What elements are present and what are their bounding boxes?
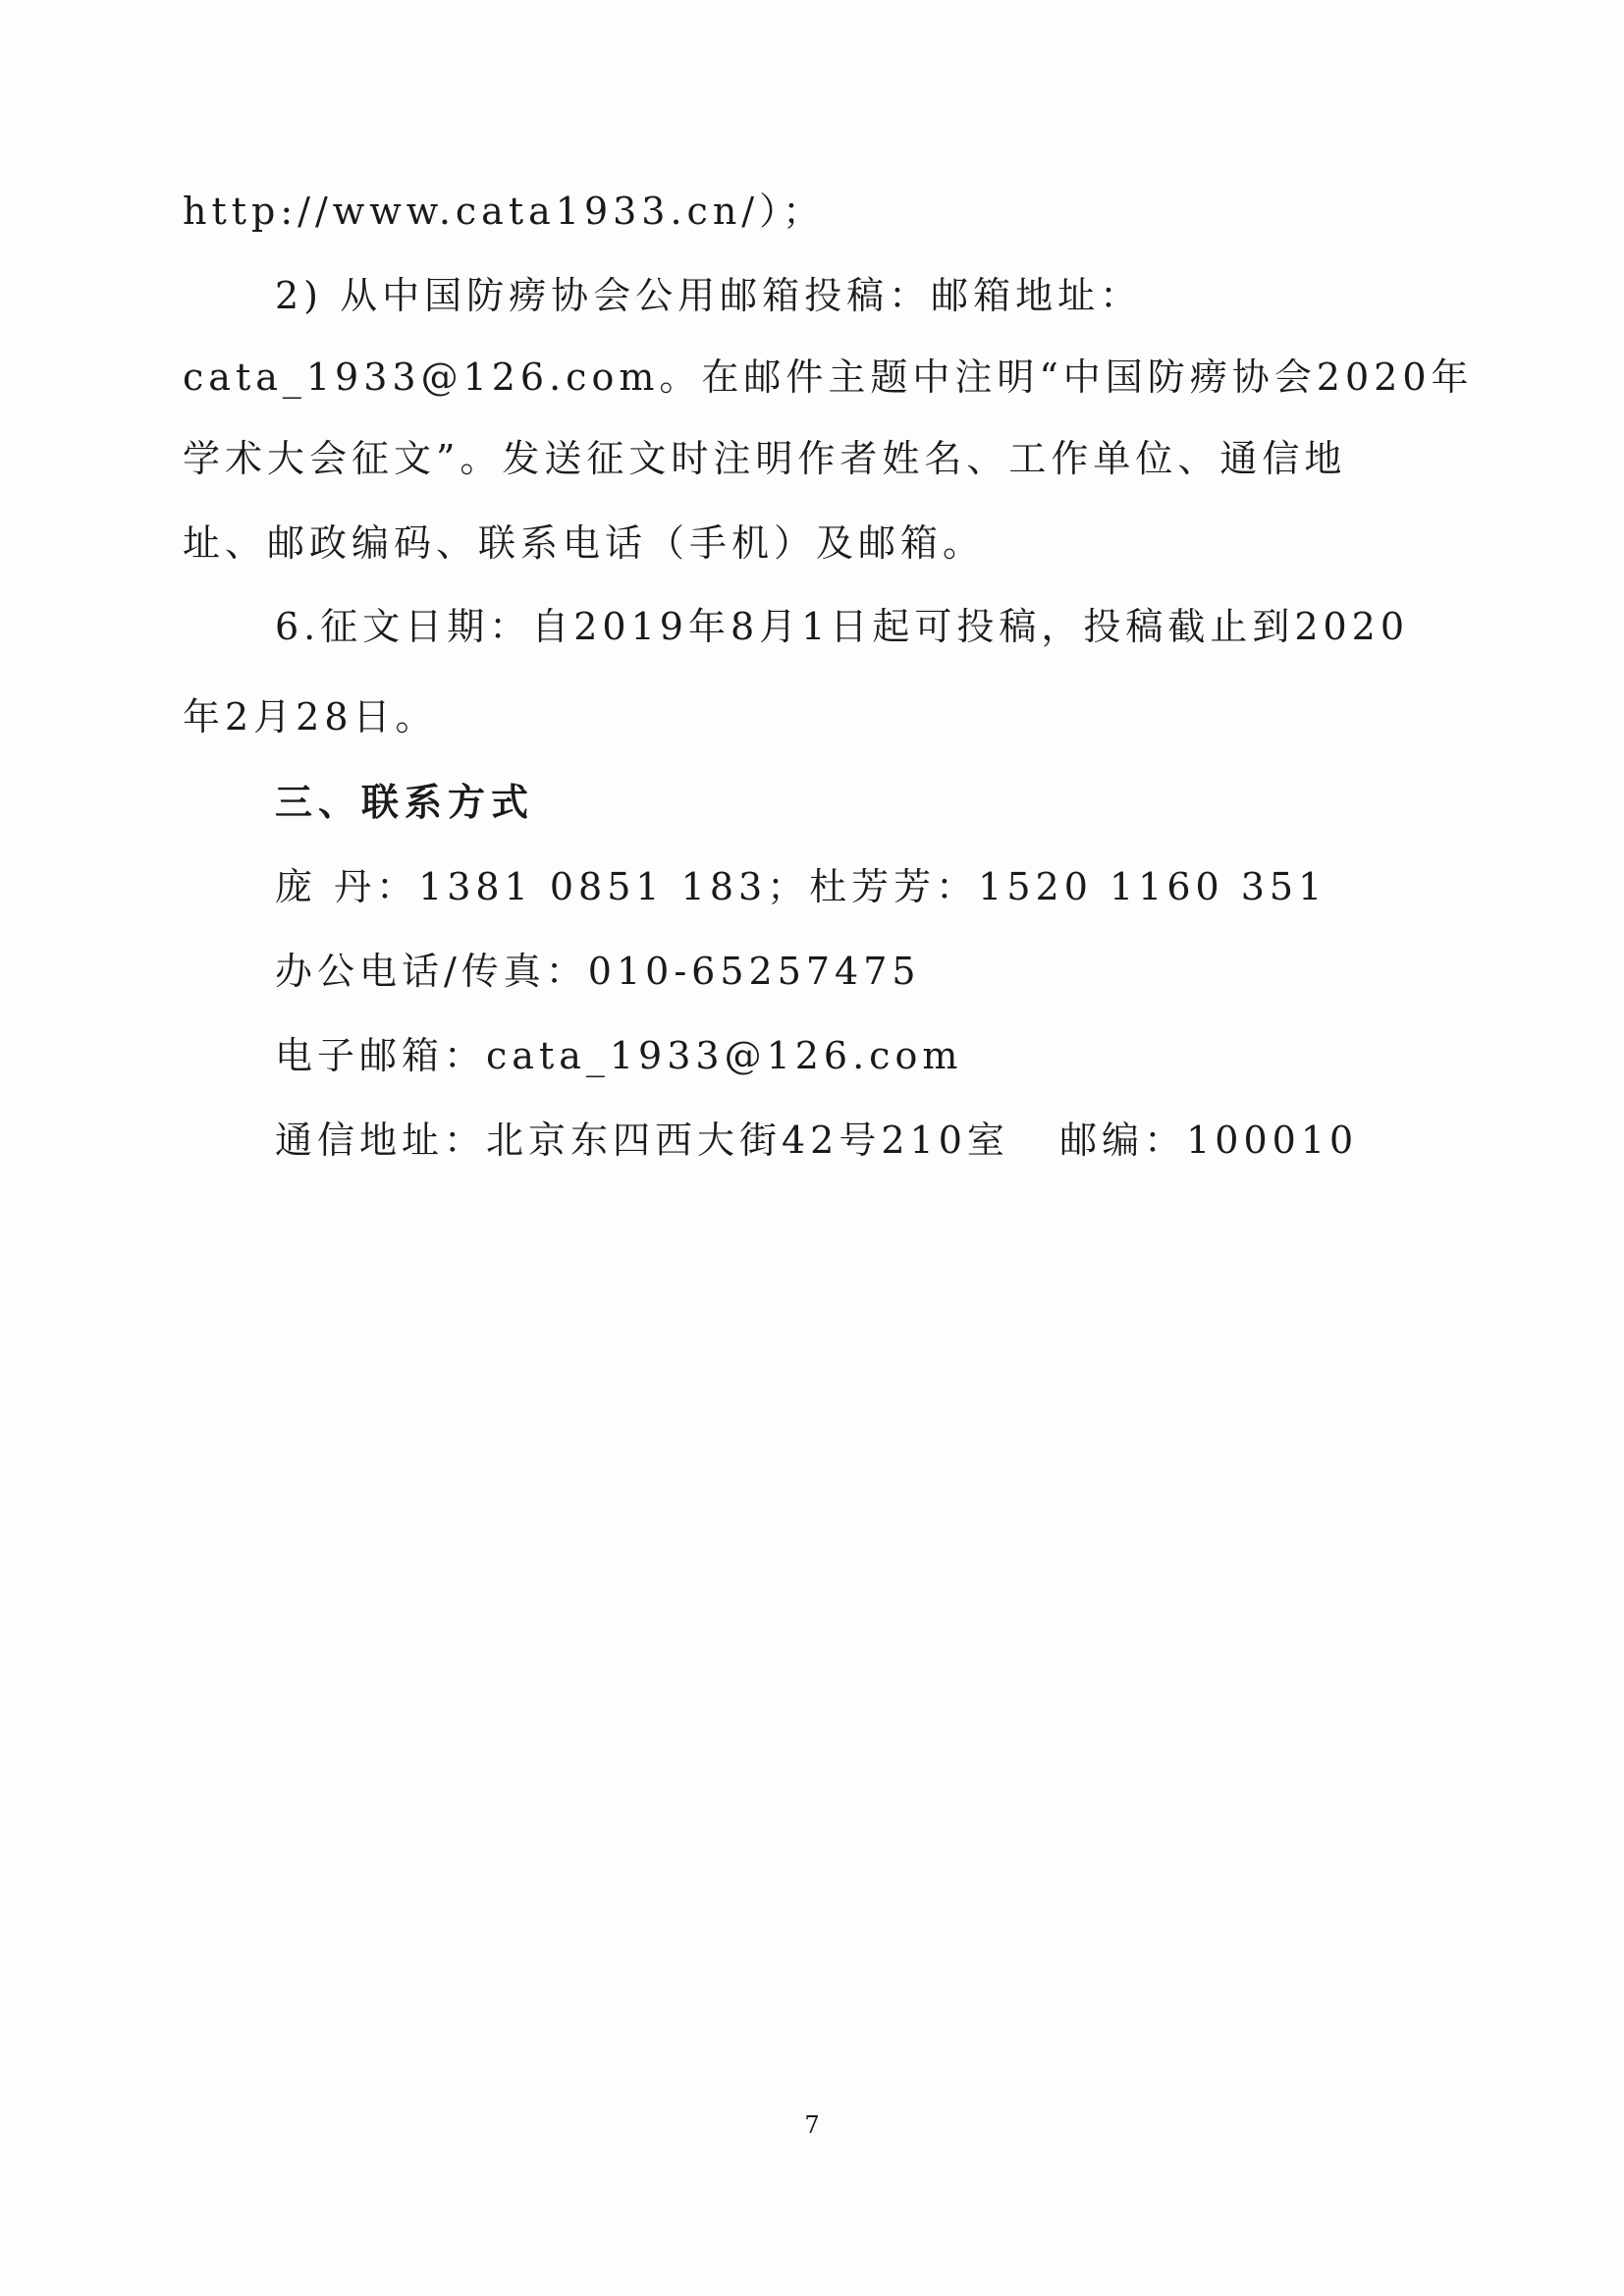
body-line-submission-details-cont: 址、邮政编码、联系电话（手机）及邮箱。 xyxy=(183,521,986,565)
body-line-dates: 6.征文日期：自2019年8月1日起可投稿，投稿截止到2020 xyxy=(275,605,1410,648)
body-line-url: http://www.cata1933.cn/）； xyxy=(183,190,826,233)
body-line-dates-cont: 年2月28日。 xyxy=(183,695,438,738)
section-heading-contact: 三、联系方式 xyxy=(275,781,535,824)
body-line-submission-details: 学术大会征文”。发送征文时注明作者姓名、工作单位、通信地 xyxy=(183,437,1347,480)
page-number: 7 xyxy=(804,2111,820,2139)
contact-line-email: 电子邮箱：cata_1933@126.com xyxy=(275,1034,963,1077)
contact-line-office-phone: 办公电话/传真：010-65257475 xyxy=(275,950,921,993)
contact-line-persons: 庞 丹：1381 0851 183；杜芳芳：1520 1160 351 xyxy=(275,865,1327,908)
contact-line-address: 通信地址：北京东四西大街42号210室 邮编：100010 xyxy=(275,1119,1359,1162)
body-line-email-address: cata_1933@126.com。在邮件主题中注明“中国防痨协会2020年 xyxy=(183,355,1474,399)
body-line-email-submission: 2) 从中国防痨协会公用邮箱投稿：邮箱地址： xyxy=(275,274,1143,317)
